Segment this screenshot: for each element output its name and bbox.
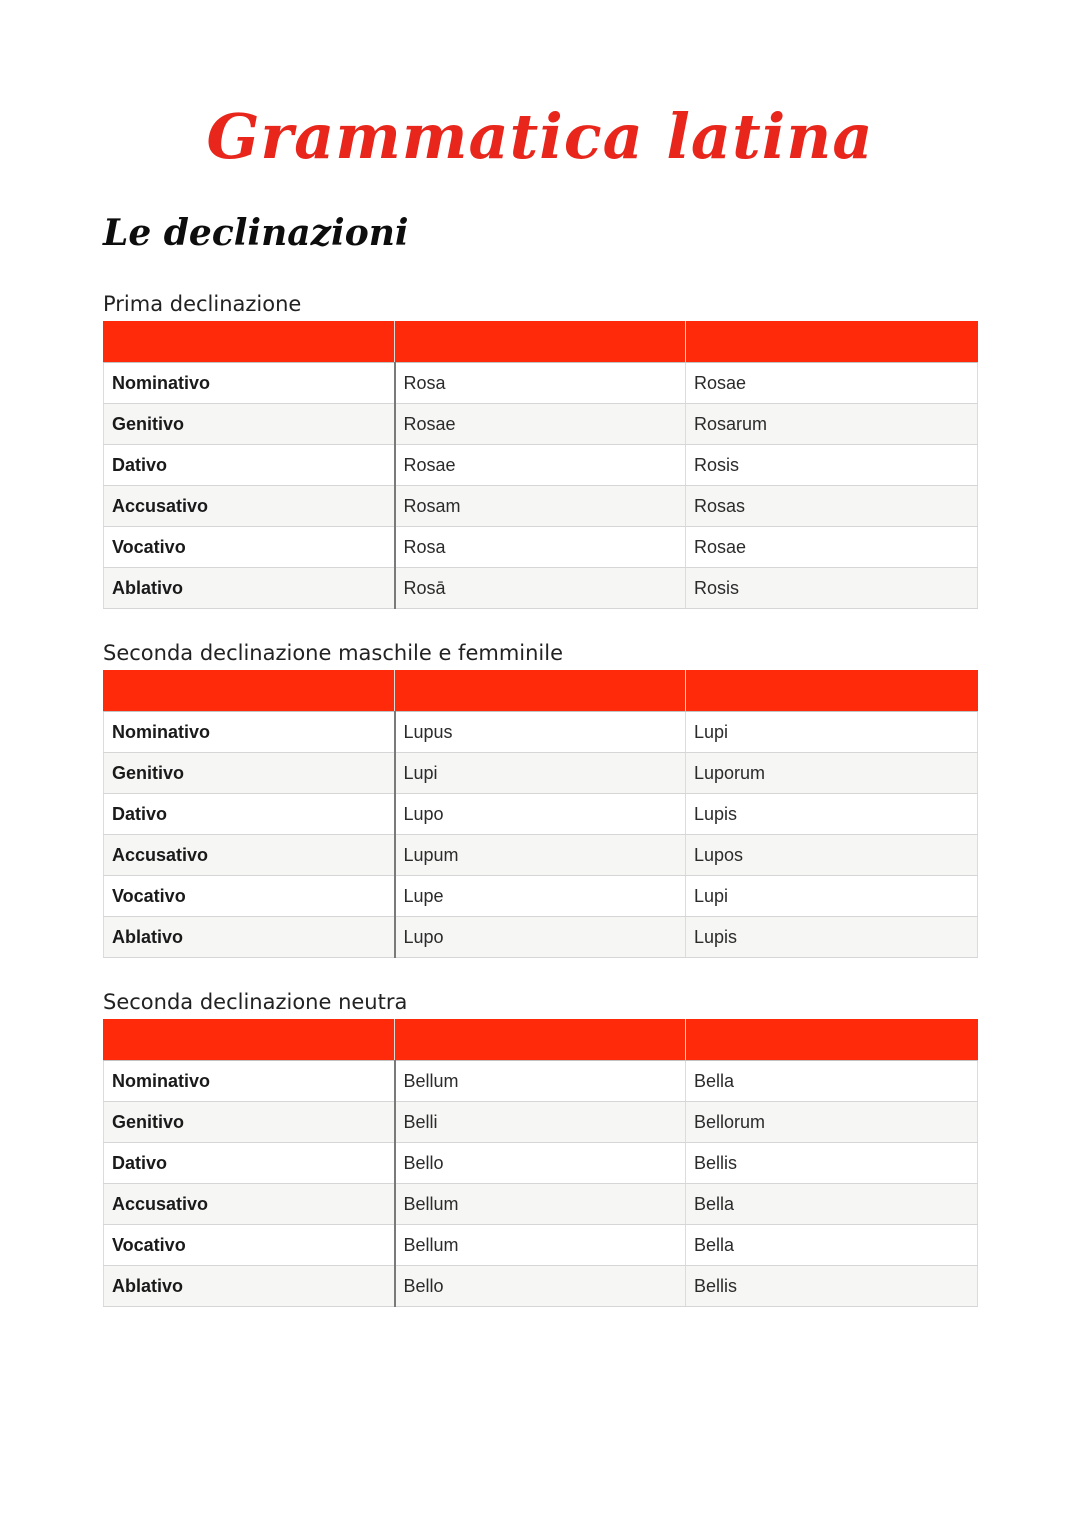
table-row xyxy=(104,876,978,917)
header-cell xyxy=(395,322,686,363)
table-row xyxy=(104,1061,978,1102)
case-name-cell: Ablativo xyxy=(104,1266,395,1307)
singular-cell: Belli xyxy=(395,1102,686,1143)
case-name-cell: Ablativo xyxy=(104,917,395,958)
document-title: Grammatica latina xyxy=(206,100,874,173)
plural-cell: Lupi xyxy=(686,712,978,753)
plural-cell: Bellis xyxy=(686,1143,978,1184)
table-row xyxy=(104,917,978,958)
plural-cell: Lupos xyxy=(686,835,978,876)
table-row xyxy=(104,712,978,753)
case-name-cell: Nominativo xyxy=(104,363,395,404)
header-cell xyxy=(104,322,395,363)
table-header-row xyxy=(104,671,978,712)
singular-cell: Lupo xyxy=(395,794,686,835)
table-row xyxy=(104,1102,978,1143)
table-row xyxy=(104,753,978,794)
section-heading: Le declinazioni xyxy=(103,212,409,254)
header-cell xyxy=(686,322,978,363)
singular-cell: Rosam xyxy=(395,486,686,527)
header-cell xyxy=(395,1020,686,1061)
plural-cell: Rosarum xyxy=(686,404,978,445)
case-name-cell: Vocativo xyxy=(104,876,395,917)
plural-cell: Rosae xyxy=(686,363,978,404)
singular-cell: Lupus xyxy=(395,712,686,753)
table-row xyxy=(104,1184,978,1225)
case-name-cell: Genitivo xyxy=(104,404,395,445)
table-row xyxy=(104,1266,978,1307)
declension-block-second-masc-fem xyxy=(103,636,977,958)
table-row xyxy=(104,568,978,609)
table-row xyxy=(104,404,978,445)
table-row xyxy=(104,1225,978,1266)
table-header-row xyxy=(104,322,978,363)
plural-cell: Lupi xyxy=(686,876,978,917)
table-row xyxy=(104,363,978,404)
declension-table xyxy=(103,321,978,609)
case-name-cell: Accusativo xyxy=(104,1184,395,1225)
declension-table xyxy=(103,670,978,958)
singular-cell: Rosae xyxy=(395,445,686,486)
declension-table xyxy=(103,1019,978,1307)
case-name-cell: Genitivo xyxy=(104,1102,395,1143)
header-cell xyxy=(104,671,395,712)
case-name-cell: Accusativo xyxy=(104,486,395,527)
table-row xyxy=(104,445,978,486)
table-row xyxy=(104,835,978,876)
case-name-cell: Dativo xyxy=(104,1143,395,1184)
plural-cell: Bella xyxy=(686,1061,978,1102)
case-name-cell: Nominativo xyxy=(104,1061,395,1102)
case-name-cell: Nominativo xyxy=(104,712,395,753)
singular-cell: Bello xyxy=(395,1266,686,1307)
singular-cell: Bellum xyxy=(395,1184,686,1225)
plural-cell: Bella xyxy=(686,1184,978,1225)
table-row xyxy=(104,486,978,527)
case-name-cell: Dativo xyxy=(104,445,395,486)
table-row xyxy=(104,794,978,835)
table-row xyxy=(104,527,978,568)
singular-cell: Bellum xyxy=(395,1061,686,1102)
declension-block-first xyxy=(103,287,977,609)
singular-cell: Rosa xyxy=(395,527,686,568)
header-cell xyxy=(686,1020,978,1061)
table-row xyxy=(104,1143,978,1184)
plural-cell: Rosis xyxy=(686,568,978,609)
singular-cell: Rosā xyxy=(395,568,686,609)
header-cell xyxy=(104,1020,395,1061)
table-header-row xyxy=(104,1020,978,1061)
plural-cell: Rosas xyxy=(686,486,978,527)
plural-cell: Lupis xyxy=(686,794,978,835)
case-name-cell: Dativo xyxy=(104,794,395,835)
case-name-cell: Ablativo xyxy=(104,568,395,609)
singular-cell: Bello xyxy=(395,1143,686,1184)
singular-cell: Bellum xyxy=(395,1225,686,1266)
singular-cell: Lupe xyxy=(395,876,686,917)
case-name-cell: Accusativo xyxy=(104,835,395,876)
singular-cell: Rosae xyxy=(395,404,686,445)
plural-cell: Bellis xyxy=(686,1266,978,1307)
case-name-cell: Vocativo xyxy=(104,527,395,568)
table-caption: Prima declinazione xyxy=(103,292,302,316)
declension-block-second-neuter xyxy=(103,985,977,1307)
plural-cell: Bella xyxy=(686,1225,978,1266)
header-cell xyxy=(686,671,978,712)
plural-cell: Lupis xyxy=(686,917,978,958)
singular-cell: Lupum xyxy=(395,835,686,876)
table-caption: Seconda declinazione maschile e femminile xyxy=(103,641,564,665)
plural-cell: Rosis xyxy=(686,445,978,486)
singular-cell: Lupi xyxy=(395,753,686,794)
plural-cell: Rosae xyxy=(686,527,978,568)
plural-cell: Luporum xyxy=(686,753,978,794)
case-name-cell: Vocativo xyxy=(104,1225,395,1266)
header-cell xyxy=(395,671,686,712)
case-name-cell: Genitivo xyxy=(104,753,395,794)
table-caption: Seconda declinazione neutra xyxy=(103,990,408,1014)
singular-cell: Rosa xyxy=(395,363,686,404)
plural-cell: Bellorum xyxy=(686,1102,978,1143)
singular-cell: Lupo xyxy=(395,917,686,958)
